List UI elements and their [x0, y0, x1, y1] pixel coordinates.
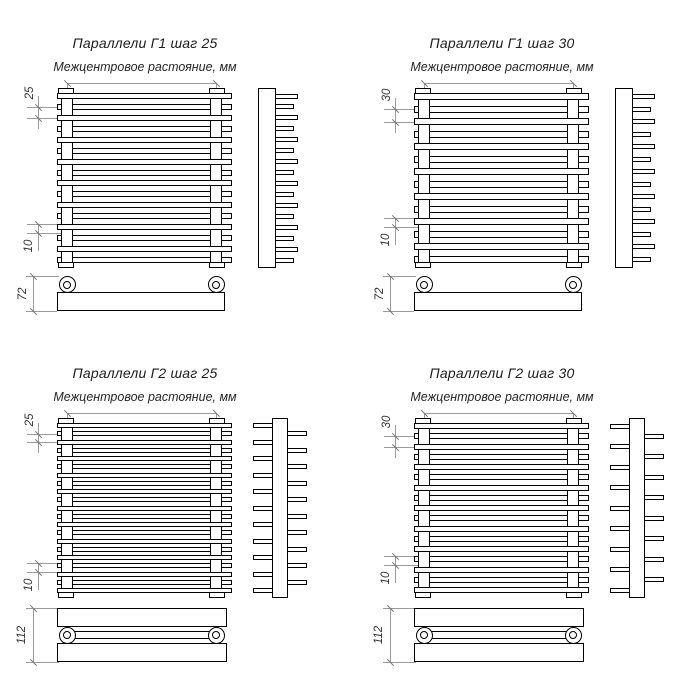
tube [414, 156, 589, 163]
collector-circle-inner [63, 281, 71, 289]
technical-drawing [357, 0, 700, 356]
bottom-view-body [414, 292, 582, 311]
tube [57, 563, 232, 568]
side-view-stub [610, 547, 631, 552]
tube [414, 567, 589, 573]
side-view-stub [286, 497, 307, 502]
side-view-stub [253, 456, 274, 461]
tube [57, 506, 232, 511]
side-view-stub [643, 557, 664, 562]
side-view-stub [253, 588, 274, 593]
side-view-stub [253, 489, 274, 494]
tube [414, 515, 589, 521]
side-view-stub [643, 454, 664, 459]
dim-line [33, 276, 34, 311]
tube [57, 202, 232, 208]
diagram-title: Параллели Г1 шаг 30 [429, 35, 575, 51]
diagram-title: Параллели Г2 шаг 30 [429, 365, 575, 381]
tube [414, 505, 589, 511]
tube [414, 143, 589, 150]
side-view-stub [610, 588, 631, 593]
dim-line [33, 608, 34, 662]
tube [414, 526, 589, 532]
side-view-stub [253, 473, 274, 478]
side-view-stub [610, 465, 631, 470]
side-view-bar [258, 88, 276, 268]
tube [414, 206, 589, 213]
dim-depth-value: 72 [17, 287, 29, 300]
diagram-g1-step30 [357, 0, 700, 356]
dim-line [390, 608, 391, 662]
side-view-stub [610, 567, 631, 572]
extension-line [383, 276, 416, 277]
side-view-bar [272, 418, 288, 598]
collector-circle-inner [420, 631, 428, 639]
side-view-stub [286, 563, 307, 568]
side-view-stub [253, 522, 274, 527]
intercenter-distance-label: Межцентровое растояние, мм [410, 390, 594, 404]
side-view-stub [286, 481, 307, 486]
top-dim-line [424, 413, 573, 414]
tube [57, 235, 232, 241]
technical-drawing [0, 330, 345, 686]
side-view-stub [286, 514, 307, 519]
side-view-bar [629, 418, 645, 598]
tube [414, 256, 589, 263]
tube [414, 587, 589, 593]
side-view-stub [253, 423, 274, 428]
side-view-stub [286, 431, 307, 436]
tube [57, 448, 232, 453]
extension-line [384, 227, 419, 228]
tube [414, 546, 589, 552]
side-view-stub [253, 506, 274, 511]
tube [57, 464, 232, 469]
side-view-stub [253, 555, 274, 560]
tube [57, 423, 232, 428]
tube [414, 243, 589, 250]
side-view-stub [286, 547, 307, 552]
bottom-view-back-row [57, 643, 227, 662]
tube [57, 539, 232, 544]
tube [57, 456, 232, 461]
technical-drawing [357, 330, 700, 686]
dim-step-value: 25 [24, 413, 36, 427]
extension-line [26, 608, 59, 609]
dim-step-value: 30 [381, 415, 393, 429]
tube [57, 246, 232, 252]
side-view-stub [286, 530, 307, 535]
tube [57, 104, 232, 110]
diagram-g1-step25 [0, 0, 345, 356]
side-view-stub [610, 506, 631, 511]
collector-circle-inner [420, 281, 428, 289]
tube [414, 231, 589, 238]
collector-circle-inner [63, 631, 71, 639]
collector-cap [58, 262, 74, 268]
bottom-view-front-row [57, 608, 227, 627]
collector-circle-inner [212, 631, 220, 639]
bottom-view-body [57, 292, 225, 311]
technical-drawing [0, 0, 345, 356]
intercenter-distance-label: Межцентровое растояние, мм [53, 60, 237, 74]
tube [57, 93, 232, 99]
tube [57, 431, 232, 436]
tube [57, 547, 232, 552]
side-view-stub [643, 434, 664, 439]
tube [414, 485, 589, 491]
tube [57, 572, 232, 577]
side-view-stub [253, 539, 274, 544]
collector-cap [209, 262, 225, 268]
dim-depth-value: 72 [374, 287, 386, 300]
tube [57, 580, 232, 585]
tube [57, 170, 232, 176]
tube [414, 181, 589, 188]
extension-line [383, 608, 416, 609]
tube [57, 191, 232, 197]
diagram-title: Параллели Г1 шаг 25 [72, 35, 218, 51]
side-view-stub [643, 577, 664, 582]
side-view-stub [643, 475, 664, 480]
tube [414, 474, 589, 480]
tube [414, 118, 589, 125]
tube [57, 481, 232, 486]
tube [57, 522, 232, 527]
tube [57, 257, 232, 263]
side-view-bar [615, 88, 633, 268]
tube [414, 556, 589, 562]
tube [57, 530, 232, 535]
collector-cap [566, 262, 582, 268]
tube [414, 193, 589, 200]
side-view-stub [610, 526, 631, 531]
tube [57, 555, 232, 560]
dim-line [390, 276, 391, 311]
dim-line [38, 423, 39, 453]
side-view-stub [643, 516, 664, 521]
tube [57, 489, 232, 494]
side-view-stub [286, 448, 307, 453]
top-dim-line [67, 83, 216, 84]
dim-tube-diameter-value: 10 [23, 239, 35, 253]
extension-line [26, 276, 59, 277]
collector-right [567, 88, 579, 268]
collector-circle-inner [569, 281, 577, 289]
diagram-g2-step25 [0, 330, 345, 686]
side-view-stub [286, 464, 307, 469]
tube [57, 224, 232, 230]
dim-tube-diameter-value: 10 [23, 578, 35, 592]
dim-step-value: 25 [24, 86, 36, 100]
extension-line [27, 233, 62, 234]
dim-tube-diameter-value: 10 [380, 571, 392, 585]
tube [414, 464, 589, 470]
tube [414, 444, 589, 450]
dim-line [395, 556, 396, 583]
tube [414, 168, 589, 175]
tube [57, 115, 232, 121]
extension-line [26, 311, 57, 312]
dim-line [395, 218, 396, 245]
tube [414, 423, 589, 429]
dim-step-value: 30 [381, 88, 393, 102]
top-dim-line [424, 83, 573, 84]
tube [57, 148, 232, 154]
side-view-stub [253, 572, 274, 577]
dim-depth-value: 112 [16, 625, 28, 645]
tube [57, 137, 232, 143]
side-view-stub [610, 444, 631, 449]
tube [414, 218, 589, 225]
tube [57, 588, 232, 593]
tube [414, 536, 589, 542]
collector-left [418, 88, 430, 268]
tube [414, 106, 589, 113]
dim-line [395, 425, 396, 457]
top-dim-line [67, 413, 216, 414]
diagram-g2-step30 [357, 330, 700, 686]
bottom-view-band [424, 631, 573, 639]
collector-circle-inner [569, 631, 577, 639]
collector-cap [415, 262, 431, 268]
bottom-view-front-row [414, 608, 584, 627]
dim-depth-value: 112 [373, 625, 385, 645]
dim-line [38, 224, 39, 251]
tube [57, 126, 232, 132]
tube [57, 473, 232, 478]
extension-line [26, 662, 59, 663]
tube [57, 180, 232, 186]
tube [414, 433, 589, 439]
tube [57, 440, 232, 445]
dim-line [395, 98, 396, 133]
side-view-stub [610, 485, 631, 490]
extension-line [383, 662, 416, 663]
tube [57, 497, 232, 502]
tube [414, 93, 589, 100]
dim-line [38, 96, 39, 129]
diagram-title: Параллели Г2 шаг 25 [72, 365, 218, 381]
tube [57, 514, 232, 519]
tube [414, 577, 589, 583]
dim-line [38, 563, 39, 590]
dim-tube-diameter-value: 10 [380, 233, 392, 247]
side-view-stub [610, 424, 631, 429]
collector-circle-inner [212, 281, 220, 289]
side-view-stub [286, 580, 307, 585]
tube [414, 131, 589, 138]
tube [57, 159, 232, 165]
bottom-view-back-row [414, 643, 584, 662]
side-view-stub [253, 440, 274, 445]
tube [414, 495, 589, 501]
side-view-stub [643, 495, 664, 500]
intercenter-distance-label: Межцентровое растояние, мм [53, 390, 237, 404]
tube [57, 213, 232, 219]
intercenter-distance-label: Межцентровое растояние, мм [410, 60, 594, 74]
tube [414, 454, 589, 460]
side-view-stub [643, 536, 664, 541]
extension-line [383, 311, 414, 312]
bottom-view-band [67, 631, 216, 639]
